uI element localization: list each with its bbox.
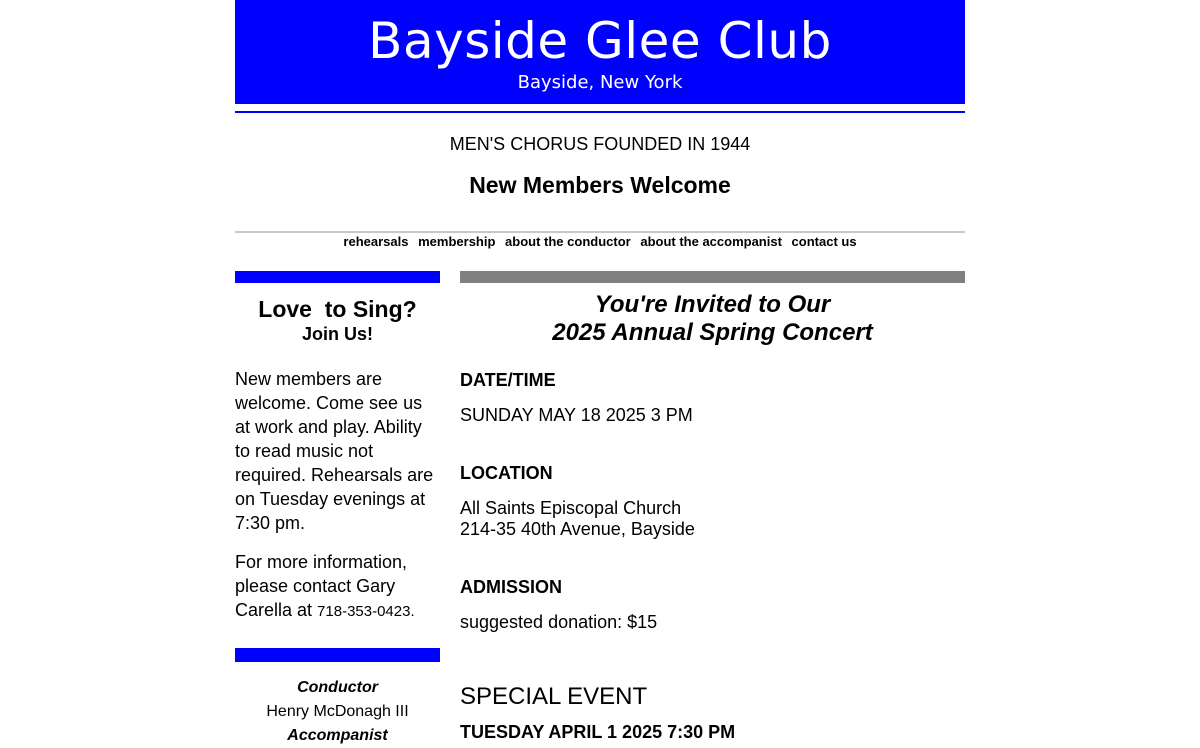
contact-prefix: For more information, please contact Gary Carella at xyxy=(235,552,408,620)
conductor-label: Conductor xyxy=(297,679,378,696)
page xyxy=(235,0,965,744)
special-event-detail: TUESDAY APRIL 1 2025 7:30 PM xyxy=(460,722,736,742)
conductor-name: Henry McDonagh III xyxy=(266,703,409,720)
contact-suffix: . xyxy=(410,603,415,620)
nav-link-accompanist[interactable]: about the accompanist xyxy=(640,234,782,249)
sidebar-membership-text: New members are welcome. Come see us at work and play. Ability to read music not required. Rehearsals are on Tuesday evenings at 7:30 pm. xyxy=(235,369,434,533)
contact-phone: 718-353-0423 xyxy=(317,603,411,620)
site-title: Bayside Glee Club xyxy=(368,12,832,70)
site-location: Bayside, New York xyxy=(517,72,683,93)
main-nav xyxy=(235,234,965,249)
nav-link-contact[interactable]: contact us xyxy=(791,234,857,249)
header-divider xyxy=(235,111,965,113)
admission-value: suggested donation: $15 xyxy=(460,612,658,632)
header-banner xyxy=(235,0,965,104)
nav-link-conductor[interactable]: about the conductor xyxy=(505,234,631,249)
admission-label: ADMISSION xyxy=(460,577,563,597)
main-content xyxy=(460,271,965,743)
concert-invite-heading xyxy=(460,291,965,347)
location-line-2: 214-35 40th Avenue, Bayside xyxy=(460,519,695,539)
nav-link-membership[interactable]: membership xyxy=(418,234,496,249)
welcome-heading: New Members Welcome xyxy=(469,172,731,198)
founded-text: MEN'S CHORUS FOUNDED IN 1944 xyxy=(449,134,751,154)
content-top-bar xyxy=(460,271,965,283)
accompanist-label: Accompanist xyxy=(287,727,388,744)
sidebar-top-bar xyxy=(235,271,440,283)
special-event-heading: SPECIAL EVENT xyxy=(460,683,648,710)
sidebar-heading: Love to Sing? xyxy=(258,296,417,322)
sidebar-subheading: Join Us! xyxy=(301,324,373,344)
invite-line-1: You're Invited to Our xyxy=(594,291,831,318)
datetime-value: SUNDAY MAY 18 2025 3 PM xyxy=(460,405,693,425)
datetime-label: DATE/TIME xyxy=(460,370,556,390)
location-line-1: All Saints Episcopal Church xyxy=(460,498,682,518)
nav-link-rehearsals[interactable]: rehearsals xyxy=(343,234,409,249)
nav-divider xyxy=(235,231,965,233)
sidebar-mid-bar xyxy=(235,648,440,662)
sidebar xyxy=(235,271,440,748)
invite-line-2: 2025 Annual Spring Concert xyxy=(552,319,873,346)
location-label: LOCATION xyxy=(460,463,553,483)
location-value xyxy=(460,498,965,540)
sidebar-contact-text xyxy=(235,550,440,624)
